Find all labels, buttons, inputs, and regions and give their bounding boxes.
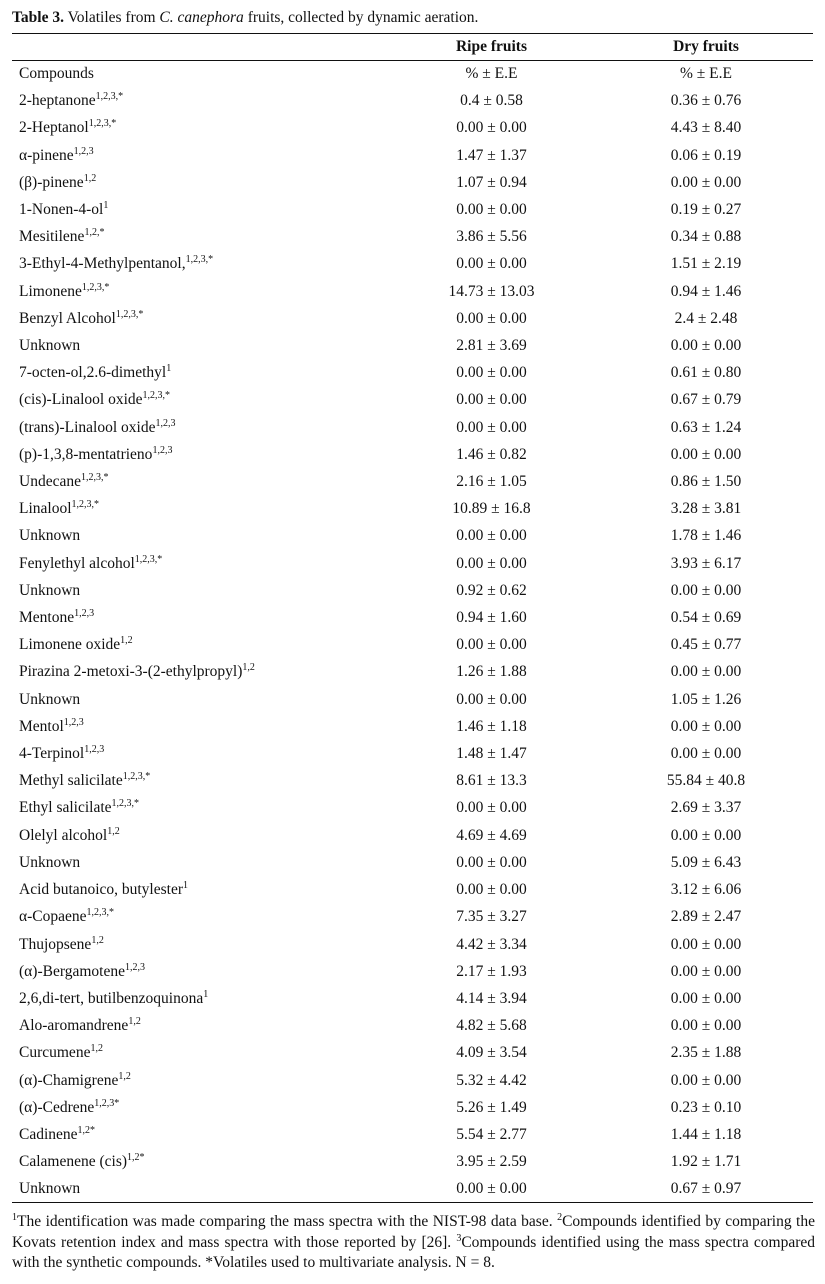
ripe-value: 1.46 ± 1.18 — [456, 717, 527, 735]
compound-name — [12, 1012, 362, 1039]
compound-reference-marks: 1,2 — [128, 1016, 141, 1028]
compound-reference-marks: 1,2,3,* — [71, 499, 100, 511]
compound-label: 2-heptanone — [19, 92, 96, 110]
ripe-value: 2.81 ± 3.69 — [456, 337, 527, 355]
dry-value: 0.00 ± 0.00 — [670, 717, 742, 735]
dry-value: 1.51 ± 2.19 — [670, 255, 742, 273]
table-row — [12, 985, 813, 1012]
ripe-value: 0.00 ± 0.00 — [456, 527, 527, 545]
table-row — [12, 250, 813, 277]
table-footnote — [12, 1212, 815, 1274]
compound-reference-marks: 1 — [183, 880, 188, 892]
ripe-value: 7.35 ± 3.27 — [456, 908, 527, 926]
compound-reference-marks: 1,2,3 — [152, 444, 173, 456]
compound-name — [12, 114, 362, 141]
table-row — [12, 169, 813, 196]
compound-name — [12, 142, 362, 169]
compound-label: α-pinene — [19, 146, 74, 164]
compound-name — [12, 903, 362, 930]
compound-label: (trans)-Linalool oxide — [19, 418, 156, 436]
dry-value: 0.36 ± 0.76 — [670, 92, 742, 110]
table-row — [12, 713, 813, 740]
dry-value: 0.67 ± 0.97 — [670, 1180, 742, 1198]
compound-name — [12, 522, 362, 549]
dry-value: 0.00 ± 0.00 — [670, 962, 742, 980]
ripe-value: 0.00 ± 0.00 — [456, 690, 527, 708]
compound-label: Acid butanoico, butylester — [19, 881, 183, 899]
dry-value: 0.06 ± 0.19 — [670, 146, 742, 164]
dry-value: 0.00 ± 0.00 — [670, 826, 742, 844]
compound-name — [12, 169, 362, 196]
caption-text-before: Volatiles from — [63, 9, 160, 26]
compound-reference-marks: 1,2 — [90, 1043, 103, 1055]
compound-name — [12, 604, 362, 631]
dry-value: 3.28 ± 3.81 — [670, 500, 742, 518]
compound-label: Olelyl alcohol — [19, 826, 108, 844]
ripe-value: 0.00 ± 0.00 — [456, 853, 527, 871]
dry-value: 0.61 ± 0.80 — [670, 364, 742, 382]
ripe-value: 1.48 ± 1.47 — [456, 745, 527, 763]
ripe-value: 0.00 ± 0.00 — [456, 881, 527, 899]
table-row — [12, 1012, 813, 1039]
compound-reference-marks: 1,2 — [120, 635, 133, 647]
ripe-value: 4.82 ± 5.68 — [456, 1017, 527, 1035]
ripe-value: 1.07 ± 0.94 — [456, 173, 527, 191]
compound-name — [12, 1175, 362, 1202]
compound-reference-marks: 1,2,3 — [63, 716, 84, 728]
compound-name — [12, 740, 362, 767]
compound-reference-marks: 1,2,3,* — [115, 308, 144, 320]
compound-reference-marks: 1,2,3,* — [86, 907, 115, 919]
compound-label: Pirazina 2-metoxi-3-(2-ethylpropyl) — [19, 663, 243, 681]
dry-value: 0.00 ± 0.00 — [670, 581, 742, 599]
compound-label: 2,6,di-tert, butilbenzoquinona — [19, 989, 204, 1007]
ripe-value: 3.95 ± 2.59 — [456, 1153, 527, 1171]
table-row — [12, 849, 813, 876]
compound-name — [12, 278, 362, 305]
table-row — [12, 305, 813, 332]
table-row — [12, 196, 813, 223]
compound-label: Unknown — [19, 581, 81, 599]
dry-value: 5.09 ± 6.43 — [670, 853, 742, 871]
compound-name — [12, 1121, 362, 1148]
ripe-value: 2.16 ± 1.05 — [456, 473, 527, 491]
table-row — [12, 441, 813, 468]
ripe-value: 14.73 ± 13.03 — [448, 282, 535, 300]
ripe-value: 0.00 ± 0.00 — [456, 255, 527, 273]
table-row — [12, 114, 813, 141]
dry-value: 1.92 ± 1.71 — [670, 1153, 742, 1171]
table-row — [12, 903, 813, 930]
compound-name — [12, 196, 362, 223]
dry-value: 4.43 ± 8.40 — [670, 119, 742, 137]
compound-reference-marks: 1,2,3 — [73, 145, 94, 157]
compound-reference-marks: 1,2,3 — [74, 608, 95, 620]
compound-label: Limonene — [19, 282, 82, 300]
compound-label: (α)-Bergamotene — [19, 962, 125, 980]
compound-label: Undecane — [19, 473, 81, 491]
compound-name — [12, 305, 362, 332]
dry-value: 1.78 ± 1.46 — [670, 527, 742, 545]
compound-name — [12, 767, 362, 794]
compound-name — [12, 1039, 362, 1066]
ripe-value: 1.46 ± 0.82 — [456, 445, 527, 463]
table-row — [12, 1175, 813, 1202]
compound-name — [12, 1067, 362, 1094]
ripe-value: 0.00 ± 0.00 — [456, 391, 527, 409]
table-row — [12, 740, 813, 767]
dry-value: 0.00 ± 0.00 — [670, 663, 742, 681]
table-row — [12, 1067, 813, 1094]
ripe-value: 2.17 ± 1.93 — [456, 962, 527, 980]
header-dry-fruits: Dry fruits — [673, 38, 739, 55]
compound-label: 7-octen-ol,2.6-dimethyl — [19, 364, 167, 382]
units-label: Compounds — [19, 65, 94, 82]
footnote-text: Compounds identified by comparing the Kovats retention index and mass spectra with those reported by [26]. — [12, 1213, 815, 1251]
ripe-value: 0.00 ± 0.00 — [456, 1180, 527, 1198]
dry-value: 0.54 ± 0.69 — [670, 609, 742, 627]
compound-reference-marks: 1,2 — [83, 172, 97, 184]
footnote-marker: 3 — [456, 1232, 462, 1244]
compound-label: (cis)-Linalool oxide — [19, 391, 143, 409]
ripe-value: 8.61 ± 13.3 — [456, 772, 527, 790]
dry-value: 0.67 ± 0.79 — [670, 391, 742, 409]
compound-name — [12, 332, 362, 359]
dry-value: 0.86 ± 1.50 — [670, 473, 742, 491]
header-compound — [12, 34, 362, 60]
compound-label: (α)-Chamigrene — [19, 1071, 119, 1089]
table-row — [12, 359, 813, 386]
compound-label: Thujopsene — [19, 935, 92, 953]
species-name: C. canephora — [159, 9, 244, 26]
compound-reference-marks: 1,2,3,* — [95, 91, 124, 103]
compound-name — [12, 631, 362, 658]
compound-name — [12, 87, 362, 114]
header-ripe-fruits: Ripe fruits — [455, 38, 528, 55]
compound-label: 3-Ethyl-4-Methylpentanol, — [19, 255, 186, 273]
compound-label: Curcumene — [19, 1044, 91, 1062]
footnote-marker: 2 — [557, 1212, 563, 1223]
table-row — [12, 577, 813, 604]
ripe-value: 0.00 ± 0.00 — [456, 554, 527, 572]
compound-label: (p)-1,3,8-mentatrieno — [19, 445, 153, 463]
compound-label: (β)-pinene — [19, 173, 84, 191]
dry-value: 0.00 ± 0.00 — [670, 1071, 742, 1089]
compound-label: Unknown — [19, 527, 81, 545]
compound-reference-marks: 1,2,3,* — [111, 798, 140, 810]
compound-name — [12, 686, 362, 713]
compound-name — [12, 250, 362, 277]
compound-reference-marks: 1,2* — [77, 1124, 96, 1136]
compound-reference-marks: 1,2* — [127, 1152, 145, 1164]
compound-label: Unknown — [19, 337, 81, 355]
compound-label: Alo-aromandrene — [19, 1017, 129, 1035]
compound-label: 4-Terpinol — [19, 745, 85, 763]
compound-reference-marks: 1,2,3,* — [122, 771, 151, 783]
table-row — [12, 1148, 813, 1175]
compound-name — [12, 414, 362, 441]
compound-label: Ethyl salicilate — [19, 799, 112, 817]
table-row — [12, 414, 813, 441]
compound-reference-marks: 1,2,3* — [94, 1097, 120, 1109]
compound-reference-marks: 1 — [166, 363, 172, 375]
compound-label: Unknown — [19, 1180, 81, 1198]
table-row — [12, 658, 813, 685]
dry-value: 0.00 ± 0.00 — [670, 935, 742, 953]
compound-reference-marks: 1,2,3,* — [80, 472, 109, 484]
compound-name — [12, 386, 362, 413]
compound-name — [12, 822, 362, 849]
compound-label: Mentol — [19, 717, 64, 735]
table-row — [12, 332, 813, 359]
table-row — [12, 876, 813, 903]
dry-value: 0.00 ± 0.00 — [670, 1017, 742, 1035]
compound-name — [12, 958, 362, 985]
table-row — [12, 1094, 813, 1121]
dry-value: 1.44 ± 1.18 — [670, 1125, 742, 1143]
table-row — [12, 931, 813, 958]
ripe-value: 0.00 ± 0.00 — [456, 119, 527, 137]
compound-name — [12, 713, 362, 740]
compound-label: Mesitilene — [19, 228, 85, 246]
compound-name — [12, 931, 362, 958]
compound-name — [12, 794, 362, 821]
compound-reference-marks: 1,2,3 — [84, 744, 105, 756]
compound-reference-marks: 1,2,3,* — [142, 390, 171, 402]
dry-value: 0.19 ± 0.27 — [670, 201, 742, 219]
dry-value: 1.05 ± 1.26 — [670, 690, 742, 708]
compound-label: (α)-Cedrene — [19, 1098, 95, 1116]
table-row — [12, 958, 813, 985]
caption-text-after: fruits, collected by dynamic aeration. — [243, 9, 479, 26]
footnote-text: Compounds identified using the mass spectra compared with the synthetic compounds. *Volatiles used to multivariate analysis. N = 8. — [12, 1233, 815, 1271]
table-row — [12, 468, 813, 495]
dry-value: 0.00 ± 0.00 — [670, 989, 742, 1007]
ripe-value: 4.14 ± 3.94 — [456, 989, 527, 1007]
footnote-marker: 1 — [12, 1212, 17, 1223]
ripe-value: 0.4 ± 0.58 — [460, 92, 523, 110]
compound-label: 1-Nonen-4-ol — [19, 201, 104, 219]
compound-reference-marks: 1,2,3,* — [134, 553, 163, 565]
units-ripe: % ± E.E — [465, 65, 518, 82]
ripe-value: 1.26 ± 1.88 — [456, 663, 527, 681]
dry-value: 2.69 ± 3.37 — [670, 799, 742, 817]
table-row — [12, 522, 813, 549]
compound-name — [12, 577, 362, 604]
compound-name — [12, 849, 362, 876]
dry-value: 0.94 ± 1.46 — [670, 282, 742, 300]
ripe-value: 10.89 ± 16.8 — [452, 500, 531, 518]
dry-value: 0.00 ± 0.00 — [670, 173, 742, 191]
compound-reference-marks: 1,2,3 — [155, 417, 176, 429]
compound-name — [12, 1094, 362, 1121]
compound-reference-marks: 1,2,3,* — [185, 254, 214, 266]
dry-value: 0.00 ± 0.00 — [670, 445, 742, 463]
compound-reference-marks: 1,2,3,* — [81, 281, 110, 293]
table-row — [12, 550, 813, 577]
table-row — [12, 794, 813, 821]
compound-reference-marks: 1,2 — [118, 1070, 131, 1082]
ripe-value: 0.92 ± 0.62 — [456, 581, 527, 599]
compound-reference-marks: 1,2 — [107, 825, 120, 837]
compound-name — [12, 985, 362, 1012]
table-body — [12, 60, 813, 1203]
compound-label: Calamenene (cis) — [19, 1153, 128, 1171]
compound-label: 2-Heptanol — [19, 119, 89, 137]
compound-reference-marks: 1 — [103, 200, 109, 212]
dry-value: 3.93 ± 6.17 — [670, 554, 742, 572]
ripe-value: 5.26 ± 1.49 — [456, 1098, 527, 1116]
ripe-value: 5.32 ± 4.42 — [456, 1071, 527, 1089]
dry-value: 2.89 ± 2.47 — [670, 908, 742, 926]
dry-value: 0.63 ± 1.24 — [670, 418, 742, 436]
table-row — [12, 822, 813, 849]
compound-reference-marks: 1 — [203, 988, 209, 1000]
compound-reference-marks: 1,2,3,* — [88, 118, 117, 130]
ripe-value: 4.09 ± 3.54 — [456, 1044, 527, 1062]
compound-name — [12, 468, 362, 495]
compound-name — [12, 495, 362, 522]
dry-value: 0.23 ± 0.10 — [670, 1098, 742, 1116]
ripe-value: 0.94 ± 1.60 — [456, 609, 527, 627]
table-row — [12, 386, 813, 413]
dry-value: 0.00 ± 0.00 — [670, 745, 742, 763]
compound-name — [12, 441, 362, 468]
dry-value: 0.34 ± 0.88 — [670, 228, 742, 246]
compound-label: Limonene oxide — [19, 636, 121, 654]
ripe-value: 0.00 ± 0.00 — [456, 418, 527, 436]
units-dry: % ± E.E — [680, 65, 732, 82]
table-row — [12, 278, 813, 305]
compound-name — [12, 658, 362, 685]
table-row — [12, 604, 813, 631]
ripe-value: 0.00 ± 0.00 — [456, 364, 527, 382]
dry-value: 55.84 ± 40.8 — [666, 772, 746, 790]
compound-label: Cadinene — [19, 1125, 78, 1143]
table-row — [12, 631, 813, 658]
footnote-text: The identification was made comparing the mass spectra with the NIST-98 data base. — [17, 1213, 558, 1230]
ripe-value: 0.00 ± 0.00 — [456, 309, 527, 327]
compound-name — [12, 1148, 362, 1175]
compound-name — [12, 550, 362, 577]
ripe-value: 1.47 ± 1.37 — [456, 146, 527, 164]
compound-label: α-Copaene — [19, 908, 87, 926]
ripe-value: 0.00 ± 0.00 — [456, 201, 527, 219]
volatiles-table — [12, 34, 813, 1203]
ripe-value: 3.86 ± 5.56 — [456, 228, 527, 246]
compound-reference-marks: 1,2,3 — [124, 961, 145, 973]
table-caption — [12, 8, 812, 28]
compound-label: Unknown — [19, 853, 81, 871]
table-row — [12, 767, 813, 794]
compound-reference-marks: 1,2,* — [84, 227, 105, 239]
dry-value: 2.35 ± 1.88 — [670, 1044, 742, 1062]
compound-name — [12, 359, 362, 386]
table-row — [12, 223, 813, 250]
compound-label: Methyl salicilate — [19, 772, 123, 790]
dry-value: 2.4 ± 2.48 — [674, 309, 738, 327]
compound-label: Unknown — [19, 690, 81, 708]
units-row — [12, 60, 813, 87]
compound-name — [12, 223, 362, 250]
ripe-value: 5.54 ± 2.77 — [456, 1125, 527, 1143]
dry-value: 3.12 ± 6.06 — [670, 881, 742, 899]
dry-value: 0.45 ± 0.77 — [670, 636, 742, 654]
table-row — [12, 1121, 813, 1148]
table-row — [12, 686, 813, 713]
compound-reference-marks: 1,2 — [91, 934, 104, 946]
compound-label: Fenylethyl alcohol — [19, 554, 135, 572]
table-row — [12, 1039, 813, 1066]
ripe-value: 4.69 ± 4.69 — [456, 826, 527, 844]
ripe-value: 4.42 ± 3.34 — [456, 935, 527, 953]
compound-reference-marks: 1,2 — [242, 662, 255, 674]
compound-label: Benzyl Alcohol — [19, 309, 116, 327]
ripe-value: 0.00 ± 0.00 — [456, 799, 527, 817]
header-row — [12, 34, 813, 60]
table-row — [12, 87, 813, 114]
dry-value: 0.00 ± 0.00 — [670, 337, 742, 355]
compound-label: Mentone — [19, 609, 75, 627]
compound-name — [12, 876, 362, 903]
compound-label: Linalool — [19, 500, 72, 518]
ripe-value: 0.00 ± 0.00 — [456, 636, 527, 654]
table-row — [12, 495, 813, 522]
table-row — [12, 142, 813, 169]
table-label: Table 3. — [12, 9, 64, 26]
